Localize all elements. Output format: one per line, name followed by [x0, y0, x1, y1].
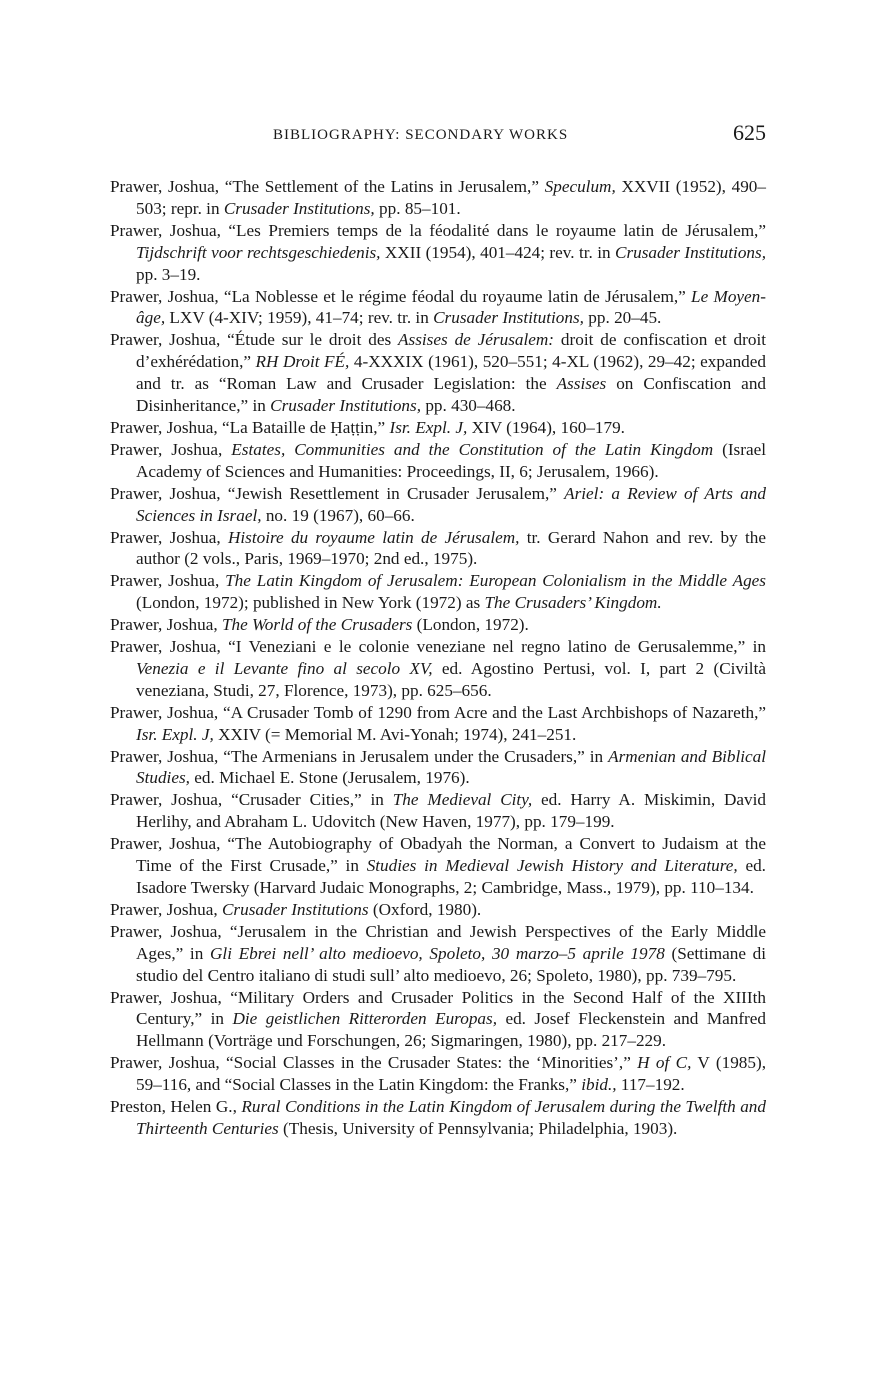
- entry-text: ed. Isadore Twersky (Harvard Judaic Monographs, 2; Cambridge, Mass., 1979), pp. 110–134.: [136, 856, 766, 897]
- entry-text: 117–192.: [616, 1075, 685, 1095]
- bibliography-entry: [110, 176, 766, 220]
- entry-italic-text: Die geistlichen Ritterorden Europas,: [232, 1009, 497, 1029]
- entry-italic-text: Tijdschrift voor rechtsgeschiedenis,: [136, 242, 381, 262]
- entry-text: Prawer, Joshua, “Military Orders and Crusader Politics in the Second Half of the XIIIth Century,” in: [110, 987, 766, 1029]
- bibliography-entry: [110, 746, 766, 790]
- entry-text: pp. 3–19.: [136, 264, 201, 284]
- entry-text: Prawer, Joshua, “Étude sur le droit des: [110, 330, 399, 350]
- bibliography-entry: [110, 833, 766, 899]
- bibliography-entry: [110, 329, 766, 417]
- bibliography-entry: [110, 1052, 766, 1096]
- entry-italic-text: Venezia e il Levante fino al secolo XV,: [136, 658, 433, 678]
- entry-italic-text: The Medieval City,: [392, 790, 533, 810]
- entry-text: (Thesis, University of Pennsylvania; Philadelphia, 1903).: [278, 1118, 678, 1138]
- entry-italic-text: Ariel: a Review of Arts and Sciences in Israel,: [136, 483, 766, 525]
- entry-text: LXV (4-XIV; 1959), 41–74; rev. tr. in: [165, 308, 434, 328]
- entry-italic-text: The World of the Crusaders: [221, 615, 413, 635]
- entry-italic-text: Armenian and Biblical Studies,: [136, 746, 767, 788]
- entry-text: Prawer, Joshua, “I Veneziani e le colonie veneziane nel regno latino de Gerusalemme,” in: [110, 637, 766, 657]
- entry-text: pp. 430–468.: [421, 396, 516, 416]
- entry-text: (London, 1972).: [412, 615, 529, 635]
- entry-text: ed. Agostino Pertusi, vol. I, part 2 (Civiltà veneziana, Studi, 27, Florence, 1973), pp. 625–656.: [136, 658, 766, 700]
- entry-text: Prawer, Joshua,: [110, 899, 222, 919]
- entry-text: XXVII (1952), 490–503; repr. in: [136, 177, 766, 218]
- entry-text: (Israel Academy of Sciences and Humanities: Proceedings, II, 6; Jerusalem, 1966).: [136, 439, 766, 481]
- entry-text: Prawer, Joshua, “The Autobiography of Obadyah the Norman, a Convert to Judaism at the Time of the First Crusade,” in: [110, 834, 766, 876]
- entry-text: tr. Gerard Nahon and rev. by the author (2 vols., Paris, 1969–1970; 2nd ed., 1975).: [136, 527, 766, 569]
- entry-italic-text: H of C,: [637, 1053, 692, 1073]
- bibliography-entry: [110, 439, 766, 483]
- entry-text: Prawer, Joshua, “Jewish Resettlement in Crusader Jerusalem,”: [110, 483, 565, 503]
- entry-text: 4-XXXIX (1961), 520–551; 4-XL (1962), 29–42; expanded and tr. as “Roman Law and Crusader Legislation: the: [136, 352, 766, 394]
- bibliography-entry: [110, 987, 766, 1053]
- entry-italic-text: Crusader Institutions: [221, 899, 369, 919]
- entry-italic-text: Crusader Institutions,: [270, 396, 422, 416]
- entry-text: ed. Michael E. Stone (Jerusalem, 1976).: [189, 768, 470, 788]
- entry-italic-text: Isr. Expl. J,: [389, 417, 468, 437]
- bibliography-entry: [110, 286, 766, 330]
- bibliography-entry: [110, 220, 766, 286]
- entry-text: pp. 20–45.: [583, 308, 662, 328]
- entry-text: (London, 1972); published in New York (1972) as: [136, 593, 485, 613]
- entry-text: V (1985), 59–116, and “Social Classes in the Latin Kingdom: the Franks,”: [136, 1053, 766, 1095]
- entry-italic-text: Le Moyen-âge,: [136, 286, 766, 328]
- entry-italic-text: The Latin Kingdom of Jerusalem: European Colonialism in the Middle Ages: [225, 571, 766, 591]
- page-header: [110, 120, 766, 154]
- entry-italic-text: Crusader Institutions,: [615, 242, 766, 262]
- bibliography-entry: [110, 899, 766, 921]
- entry-text: Prawer, Joshua,: [110, 439, 232, 459]
- bibliography-entry: [110, 921, 766, 987]
- entry-text: Preston, Helen G.,: [110, 1097, 242, 1117]
- entry-italic-text: Histoire du royaume latin de Jérusalem,: [227, 527, 520, 547]
- entry-text: XIV (1964), 160–179.: [467, 417, 625, 437]
- entry-italic-text: Crusader Institutions,: [223, 198, 375, 218]
- bibliography-entry: [110, 417, 766, 439]
- entry-italic-text: Gli Ebrei nell’ alto medioevo, Spoleto, 30 marzo–5 aprile 1978: [210, 943, 665, 963]
- entry-text: Prawer, Joshua, “The Settlement of the Latins in Jerusalem,”: [110, 177, 545, 196]
- entry-text: ed. Josef Fleckenstein and Manfred Hellmann (Vorträge und Forschungen, 26; Sigmaringen, 1980), pp. 217–229.: [136, 1009, 766, 1051]
- bibliography-entry: [110, 614, 766, 636]
- entry-text: (Settimane di studio del Centro italiano di studi sull’ alto medioevo, 26; Spoleto, 1980), pp. 739–795.: [136, 943, 767, 985]
- bibliography-entry: [110, 702, 766, 746]
- entry-text: on Confiscation and Disinheritance,” in: [136, 374, 767, 416]
- entry-text: Prawer, Joshua, “A Crusader Tomb of 1290 from Acre and the Last Archbishops of Nazareth,”: [110, 702, 766, 722]
- bibliography-entry: [110, 636, 766, 702]
- bibliography-entry: [110, 527, 766, 571]
- entry-text: Prawer, Joshua, “Les Premiers temps de la féodalité dans le royaume latin de Jérusalem,”: [110, 220, 766, 240]
- entry-italic-text: Crusader Institutions,: [433, 308, 584, 328]
- entry-italic-text: Isr. Expl. J,: [136, 724, 214, 744]
- bibliography-entry: [110, 483, 766, 527]
- entry-text: Prawer, Joshua, “The Armenians in Jerusalem under the Crusaders,” in: [110, 746, 609, 766]
- entry-text: Prawer, Joshua, “La Bataille de Ḥaṭṭin,”: [110, 417, 390, 437]
- entry-italic-text: Rural Conditions in the Latin Kingdom of Jerusalem during the Twelfth and Thirteenth Centuries: [136, 1097, 766, 1138]
- bibliography-entry: [110, 1096, 766, 1140]
- entry-italic-text: Assises de Jérusalem:: [398, 330, 555, 350]
- entry-italic-text: Assises: [556, 374, 607, 394]
- entry-text: droit de confiscation et droit d’exhérédation,”: [136, 330, 766, 372]
- entry-text: Prawer, Joshua,: [110, 527, 228, 547]
- entry-italic-text: Speculum,: [544, 177, 616, 196]
- entry-text: Prawer, Joshua, “Social Classes in the Crusader States: the ‘Minorities’,”: [110, 1053, 638, 1073]
- bibliography-entry: [110, 570, 766, 614]
- entry-text: Prawer, Joshua, “Jerusalem in the Christian and Jewish Perspectives of the Early Middle Ages,” in: [110, 921, 766, 963]
- entry-italic-text: Estates, Communities and the Constitution of the Latin Kingdom: [231, 439, 714, 459]
- entry-italic-text: ibid.,: [581, 1075, 617, 1095]
- entry-text: Prawer, Joshua, “La Noblesse et le régime féodal du royaume latin de Jérusalem,”: [110, 286, 692, 306]
- entry-text: no. 19 (1967), 60–66.: [261, 505, 415, 525]
- bibliography-list: [110, 176, 766, 1140]
- entry-italic-text: Studies in Medieval Jewish History and Literature,: [366, 856, 738, 876]
- entry-text: Prawer, Joshua, “Crusader Cities,” in: [110, 790, 393, 810]
- entry-text: XXIV (= Memorial M. Avi-Yonah; 1974), 241–251.: [213, 724, 577, 744]
- page-number: 625: [733, 120, 766, 145]
- entry-italic-text: RH Droit FÉ,: [255, 352, 350, 372]
- entry-text: XXII (1954), 401–424; rev. tr. in: [380, 242, 615, 262]
- running-head: BIBLIOGRAPHY: SECONDARY WORKS: [273, 127, 569, 143]
- entry-text: Prawer, Joshua,: [110, 615, 222, 635]
- entry-italic-text: The Crusaders’ Kingdom.: [484, 593, 662, 613]
- bibliography-entry: [110, 789, 766, 833]
- entry-text: pp. 85–101.: [374, 198, 461, 218]
- entry-text: Prawer, Joshua,: [110, 571, 226, 591]
- entry-text: (Oxford, 1980).: [368, 899, 482, 919]
- entry-text: ed. Harry A. Miskimin, David Herlihy, and Abraham L. Udovitch (New Haven, 1977), pp. 179–199.: [136, 790, 766, 832]
